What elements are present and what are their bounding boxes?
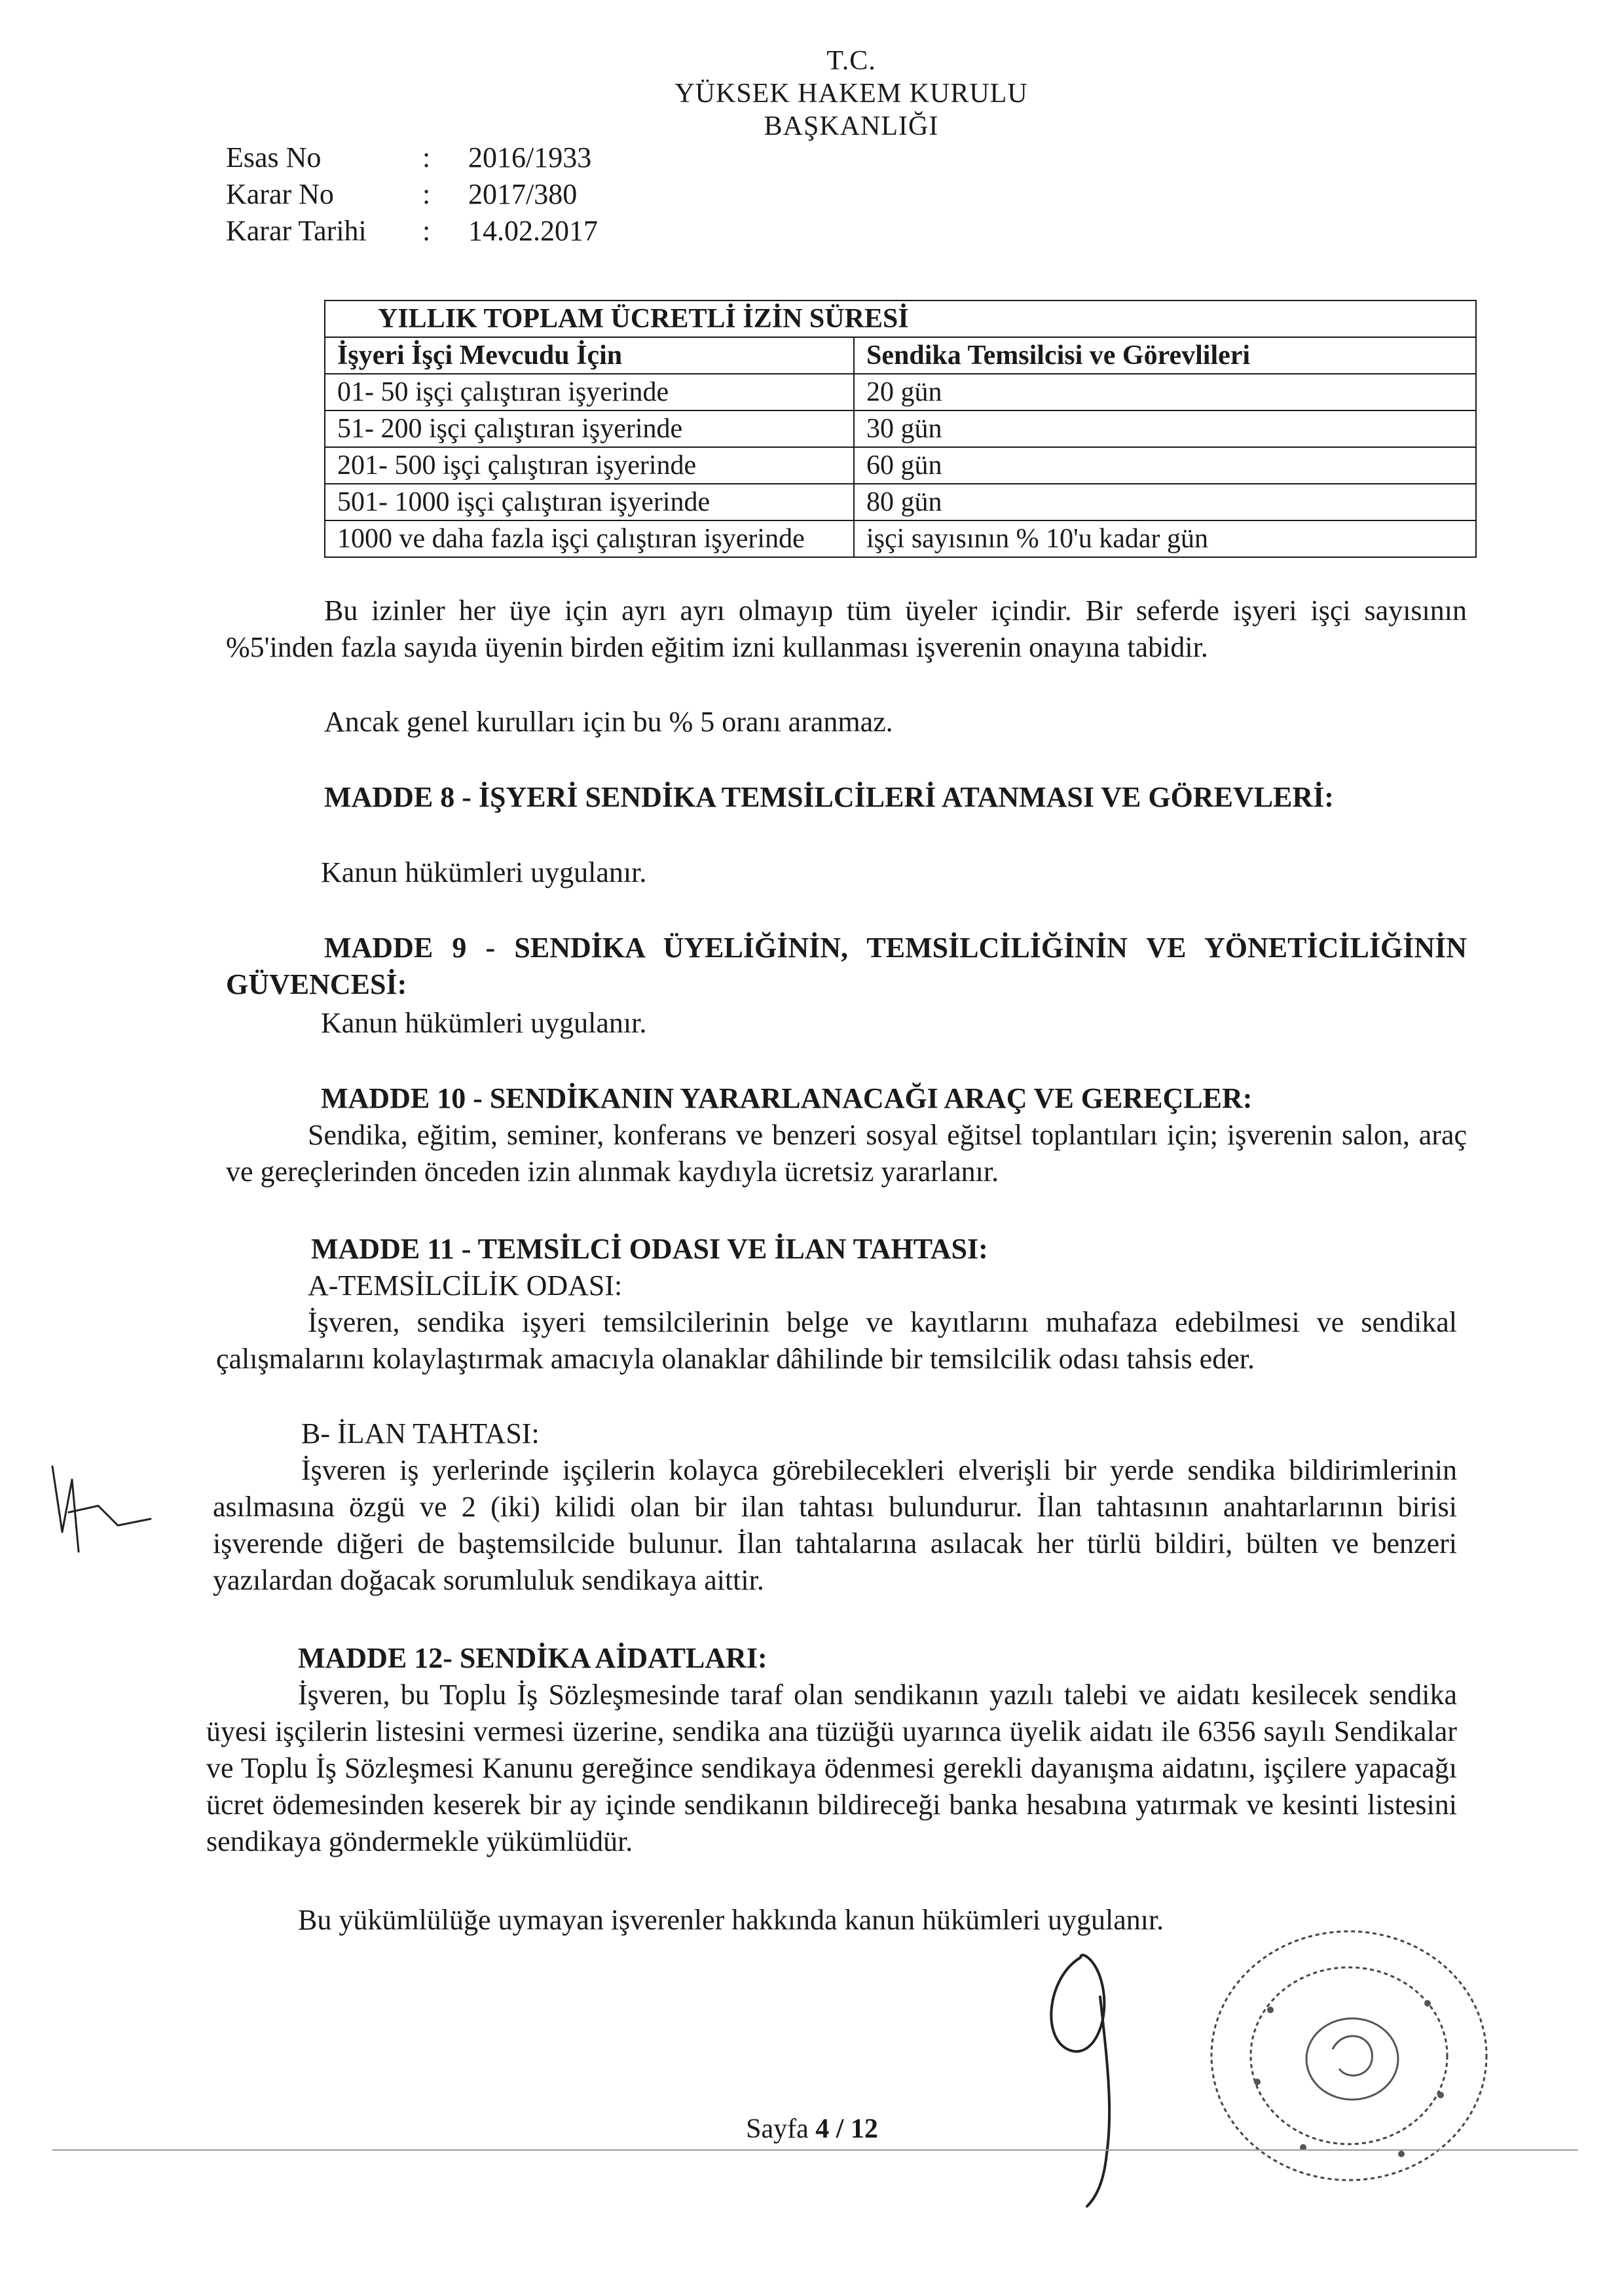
madde-11-a-text: İşveren, sendika işyeri temsilcilerinin belge ve kayıtlarını muhafaza edebilmesi ve sendikal çalışmalarını kolaylaştırmak amacıyla olanaklar dâhilinde bir temsilcilik odası tahsis eder. — [216, 1306, 1457, 1375]
madde-8-text: Kanun hükümleri uygulanır. — [321, 856, 647, 888]
header-line-1: T.C. — [826, 46, 876, 76]
handwritten-signature — [1008, 1938, 1153, 2213]
meta-key: Esas No — [226, 141, 322, 173]
paragraph-izin-note: Bu izinler her üye için ayrı ayrı olmayıp tüm üyeler içindir. Bir seferde işyeri işçi sayısının %5'inden fazla sayıda üyenin birden eğitim izni kullanması işverenin onayına tabidir. — [226, 594, 1467, 663]
table-title-row — [325, 301, 1476, 337]
table-cell: 201- 500 işçi çalıştıran işyerinde — [325, 447, 854, 484]
table-col-header-1: İşyeri İşçi Mevcudu İçin — [325, 337, 854, 374]
table-row — [325, 410, 1476, 447]
page-footer — [0, 2113, 1624, 2145]
table-row — [325, 484, 1476, 520]
madde-11-b-text: İşveren iş yerlerinde işçilerin kolayca görebilecekleri elverişli bir yerde sendika bildirimlerinin asılmasına özgü ve 2 (iki) kilidi olan bir ilan tahtası bulundurur. İlan tahtasının anahtarlarının birisi işverende diğeri de baştemsilcide bulunur. İlan tahtalarına asılacak her türlü bildiri, bülten ve benzeri yazılardan doğacak sorumluluk sendikaya aittir. — [213, 1454, 1457, 1596]
meta-value: 14.02.2017 — [468, 215, 598, 247]
table-cell: 60 gün — [854, 447, 1476, 484]
meta-sep: : — [422, 178, 431, 210]
meta-key: Karar No — [226, 178, 334, 210]
official-seal-stamp — [1192, 1912, 1506, 2200]
madde-11-title: MADDE 11 - TEMSİLCİ ODASI VE İLAN TAHTASI: — [311, 1233, 988, 1265]
madde-10-title: MADDE 10 - SENDİKANIN YARARLANACAĞI ARAÇ VE GEREÇLER: — [321, 1082, 1253, 1114]
table-cell: 80 gün — [854, 484, 1476, 520]
madde-12-text-2: Bu yükümlülüğe uymayan işverenler hakkında kanun hükümleri uygulanır. — [298, 1904, 1164, 1936]
table-row — [325, 374, 1476, 410]
meta-value: 2017/380 — [468, 178, 578, 210]
paragraph-genel-kurul: Ancak genel kurulları için bu % 5 oranı aranmaz. — [324, 706, 893, 738]
page-label: Sayfa — [746, 2114, 809, 2144]
table-cell: 51- 200 işçi çalıştıran işyerinde — [325, 410, 854, 447]
madde-12-title: MADDE 12- SENDİKA AİDATLARI: — [298, 1642, 767, 1674]
table-col-header-2: Sendika Temsilcisi ve Görevlileri — [854, 337, 1476, 374]
header-block — [589, 45, 1113, 143]
meta-esas-no — [226, 141, 591, 175]
madde-11-b-label: B- İLAN TAHTASI: — [301, 1417, 540, 1449]
meta-karar-tarihi — [226, 214, 598, 248]
table-cell: 20 gün — [854, 374, 1476, 410]
table-cell: işçi sayısının % 10'u kadar gün — [854, 520, 1476, 557]
header-line-3: BAŞKANLIĞI — [764, 111, 939, 141]
table-title: YILLIK TOPLAM ÜCRETLİ İZİN SÜRESİ — [325, 301, 1476, 337]
page-number: 4 / 12 — [815, 2114, 878, 2144]
leave-table — [324, 300, 1477, 558]
meta-sep: : — [422, 141, 431, 173]
table-cell: 30 gün — [854, 410, 1476, 447]
madde-12-text: İşveren, bu Toplu İş Sözleşmesinde taraf olan sendikanın yazılı talebi ve aidatı kesilecek sendika üyesi işçilerin listesini vermesi üzerine, sendika ana tüzüğü uyarınca üyelik aidatı ile 6356 sayılı Sendikalar ve Toplu İş Sözleşmesi Kanunu gereğince sendikaya ödenmesi gerekli dayanışma aidatını, işçilere yapacağı ücret ödemesinden keserek bir ay içinde sendikanın bildireceği banka hesabına yatırmak ve kesinti listesini sendikaya göndermekle yükümlüdür. — [206, 1679, 1457, 1857]
footer-rule — [52, 2149, 1578, 2151]
table-cell: 01- 50 işçi çalıştıran işyerinde — [325, 374, 854, 410]
madde-11-a-label: A-TEMSİLCİLİK ODASI: — [308, 1269, 623, 1302]
meta-sep: : — [422, 215, 431, 247]
madde-8-title: MADDE 8 - İŞYERİ SENDİKA TEMSİLCİLERİ ATANMASI VE GÖREVLERİ: — [324, 781, 1334, 813]
table-cell: 1000 ve daha fazla işçi çalıştıran işyerinde — [325, 520, 854, 557]
madde-10-text: Sendika, eğitim, seminer, konferans ve benzeri sosyal eğitsel toplantıları için; işverenin salon, araç ve gereçlerinden önceden izin alınmak kaydıyla ücretsiz yararlanır. — [226, 1119, 1467, 1188]
table-row — [325, 447, 1476, 484]
madde-9-title: MADDE 9 - SENDİKA ÜYELİĞİNİN, TEMSİLCİLİĞİNİN VE YÖNETİCİLİĞİNİN GÜVENCESİ: — [226, 932, 1467, 1000]
margin-initials-signature — [39, 1453, 170, 1584]
meta-value: 2016/1933 — [468, 141, 592, 173]
table-header-row — [325, 337, 1476, 374]
madde-9-text: Kanun hükümleri uygulanır. — [321, 1007, 647, 1039]
table-cell: 501- 1000 işçi çalıştıran işyerinde — [325, 484, 854, 520]
meta-karar-no — [226, 177, 577, 211]
table-row — [325, 520, 1476, 557]
meta-key: Karar Tarihi — [226, 215, 367, 247]
header-line-2: YÜKSEK HAKEM KURULU — [674, 79, 1028, 109]
